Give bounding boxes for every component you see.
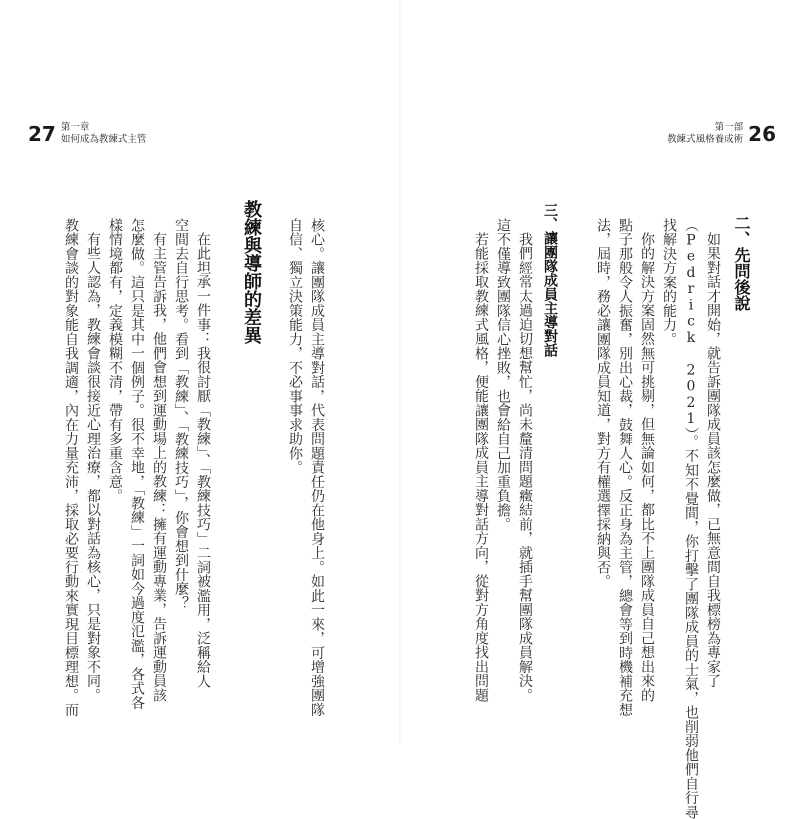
text-column: 樣情境都有，定義模糊不清，帶有多重含意。	[107, 218, 123, 503]
text-column: 核心。讓團隊成員主導對話，代表問題責任仍在他身上。如此一來，可增強團隊	[309, 218, 325, 717]
part-title: 教練式風格養成術	[667, 134, 744, 145]
heading-coach-vs-mentor: 教練與導師的差異	[241, 200, 262, 344]
text-column: 法，屆時，務必讓團隊成員知道，對方有權選擇採納與否。	[595, 218, 611, 589]
text-column: 教練會談的對象能自我調適，內在力量充沛，採取必要行動來實現目標理想。而	[63, 218, 79, 717]
right-header-text	[667, 122, 743, 146]
text-column: 我們經常太過迫切想幫忙，尚未釐清問題癥結前，就插手幫團隊成員解決。	[517, 232, 533, 703]
text-column: 這不僅導致團隊信心挫敗，也會給自己加重負擔。	[495, 218, 511, 532]
book-fold	[399, 0, 401, 744]
left-running-header	[28, 122, 146, 146]
text-column: 空間去自行思考。看到「教練」、「教練技巧」，你會想到什麼？	[173, 218, 189, 611]
left-page-number: 27	[28, 122, 56, 146]
part-label: 第一部	[714, 122, 744, 133]
heading-ask-before-telling: 二、先問後說	[732, 215, 751, 311]
chapter-label: 第一章	[60, 122, 90, 133]
text-column: 在此坦承一件事：我很討厭「教練」、「教練技巧」二詞被濫用，泛稱給人	[195, 232, 211, 689]
heading-let-member-lead: 三、讓團隊成員主導對話	[542, 203, 558, 357]
text-column: 怎麼做。這只是其中一個例子。很不幸地，「教練」一詞如今過度氾濫，各式各	[129, 218, 145, 710]
text-column: 你的解決方案固然無可挑剔，但無論如何，都比不上團隊成員自己想出來的	[639, 232, 655, 703]
right-running-header	[667, 122, 776, 146]
text-column: 若能採取教練式風格，便能讓團隊成員主導對話方向，從對方角度找出問題	[473, 232, 489, 703]
right-page-number: 26	[748, 122, 776, 146]
text-column: 點子那般令人振奮，別出心裁，鼓舞人心。反正身為主管，總會等到時機補充想	[617, 218, 633, 717]
text-column: 自信、獨立決策能力，不必事事求助你。	[287, 218, 303, 475]
text-column: 找解決方案的能力。	[661, 218, 677, 347]
text-column: 有些人認為，教練會談很接近心理治療，都以對話為核心，只是對象不同。	[85, 232, 101, 703]
chapter-title: 如何成為教練式主管	[60, 134, 147, 145]
text-column: 如果對話才開始，就告訴團隊成員該怎麼做，已無意間自我標榜為專家了	[705, 232, 721, 688]
text-column: （Pedrick 2021）。不知不覺間，你打擊了團隊成員的士氣，也削弱他們自行尋	[683, 218, 699, 819]
text-column: 有主管告訴我，他們會想到運動場上的教練：擁有運動專業，告訴運動員該	[151, 232, 167, 703]
left-header-text	[61, 122, 147, 146]
